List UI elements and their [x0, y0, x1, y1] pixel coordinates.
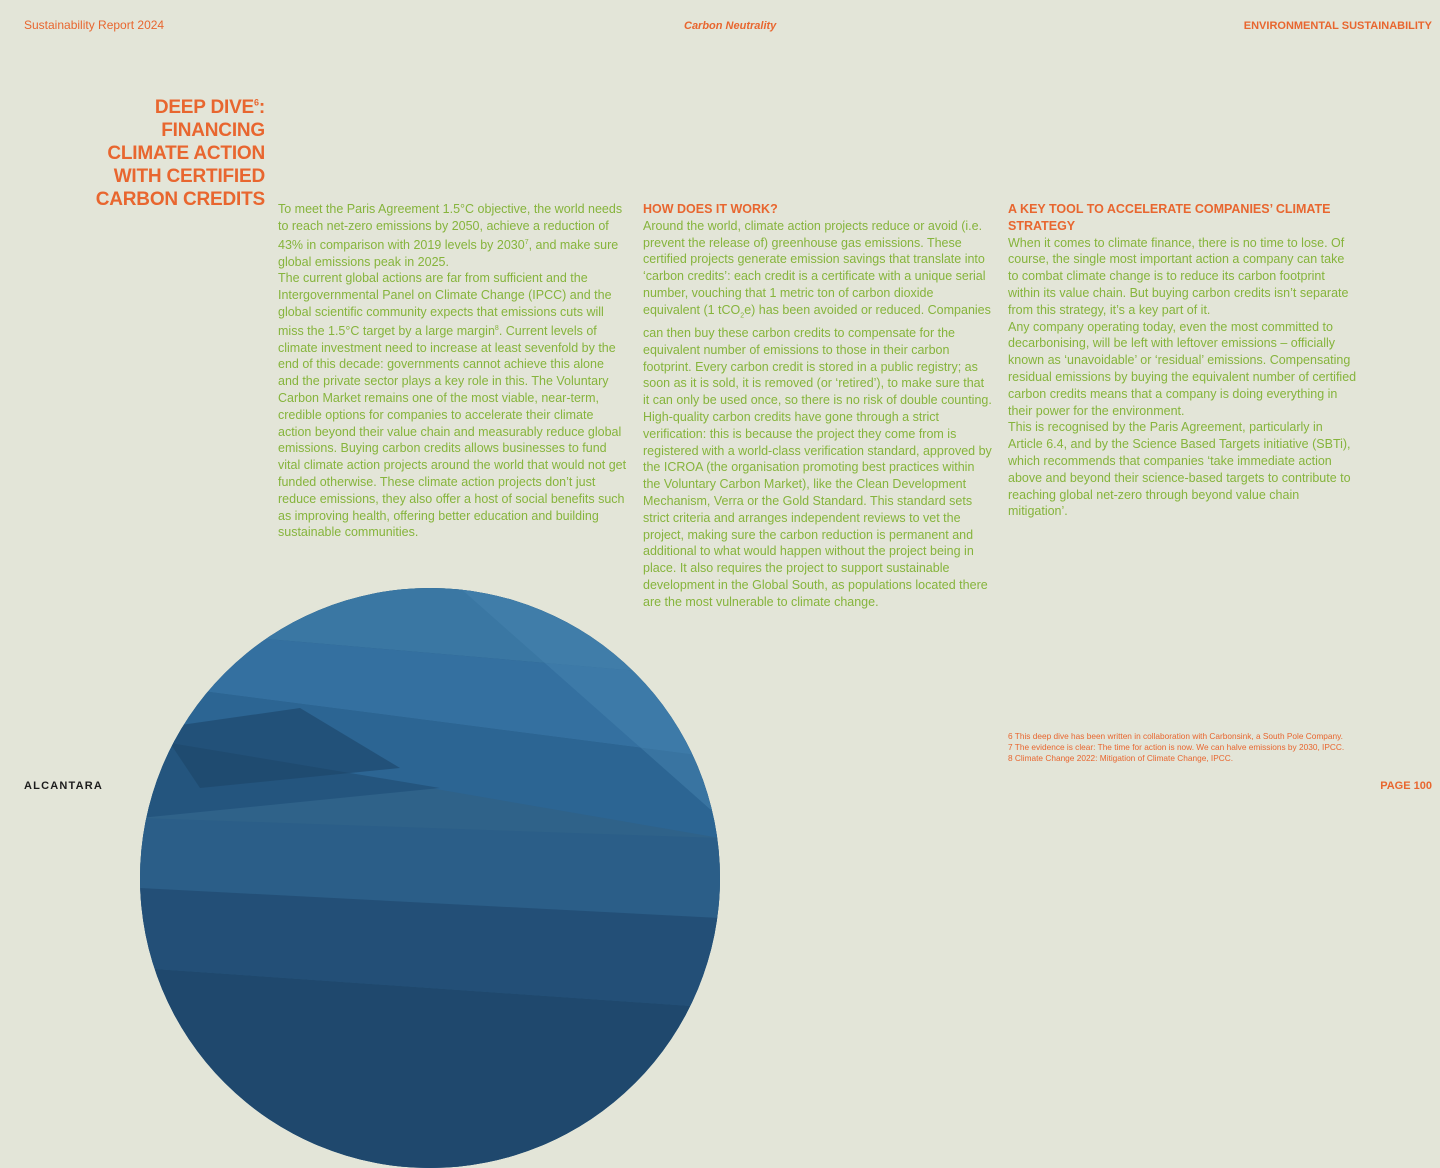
report-title: Sustainability Report 2024 — [24, 18, 165, 32]
intro-p2-text-a: The current global actions are far from sufficient and the Intergovernmental Panel on Climate Change (IPCC) and the global scientific community expects that emissions cuts will miss the 1.5°C target by a large margin — [278, 271, 612, 338]
intro-p2-text-b: . Current levels of climate investment need to increase at least sevenfold by the end of this decade: governments cannot achieve this alone and the private sector plays a key role in this. The Voluntary Carbon Market remains one of the most viable, near-term, credible options for companies to accelerate their climate action beyond their value chain and measurably reduce global emissions. Buying carbon credits allows businesses to fund vital climate action projects around the world that would not get funded otherwise. These climate action projects don’t just reduce emissions, they also offer a host of social benefits such as improving health, offering better education and building sustainable communities. — [278, 323, 627, 540]
title-line-4: WITH CERTIFIED — [113, 166, 265, 187]
key-tool-heading: A KEY TOOL TO ACCELERATE COMPANIES’ CLIMATE STRATEGY — [1008, 202, 1331, 233]
title-colon: : — [258, 97, 265, 118]
footnote-ref-8: 8 — [494, 324, 499, 332]
footnotes — [1008, 731, 1344, 764]
key-tool-paragraph-2: Any company operating today, even the most committed to decarbonising, will be left with leftover emissions – officially known as ‘unavoidable’ or ‘residual’ emissions. Compensating residual emissions by buying the equivalent number of certified carbon credits means that a company is doing everything in their power for the environment. — [1008, 319, 1357, 418]
title-line-2: FINANCING — [161, 120, 265, 141]
intro-p1-text-b: , and make sure global emissions peak in 2025. — [278, 237, 619, 269]
brand-logo: ALCANTARA — [24, 780, 104, 792]
intro-paragraph-2 — [278, 270, 628, 541]
how-it-works-column — [643, 201, 993, 611]
key-tool-column — [1008, 201, 1358, 520]
intro-column — [278, 201, 628, 541]
footnote-ref-7: 7 — [524, 238, 529, 246]
decorative-blue-circle-image — [140, 588, 720, 1168]
title-line-1: DEEP DIVE — [154, 97, 255, 118]
chapter-title: ENVIRONMENTAL SUSTAINABILITY — [1243, 20, 1432, 32]
page-title — [5, 96, 265, 211]
key-tool-paragraph-3: This is recognised by the Paris Agreement, particularly in Article 6.4, and by the Science Based Targets initiative (SBTi), which recommends that companies ‘take immediate action above and beyond their science-based targets to contribute to reaching global net-zero through beyond value chain mitigation’. — [1008, 420, 1351, 519]
intro-p1-text-a: To meet the Paris Agreement 1.5°C objective, the world needs to reach net-zero emissions by 2050, achieve a reduction of 43% in comparison with 2019 levels by 2030 — [278, 202, 623, 252]
how-it-works-heading: HOW DOES IT WORK? — [643, 202, 778, 216]
how-it-works-paragraph — [643, 218, 993, 611]
title-line-3: CLIMATE ACTION — [107, 143, 265, 164]
footnote-6: 6 This deep dive has been written in collaboration with Carbonsink, a South Pole Company. — [1008, 731, 1343, 741]
how-it-works-text-b: e) has been avoided or reduced. Companies can then buy these carbon credits to compensate for the equivalent number of emissions to those in their carbon footprint. Every carbon credit is stored in a public registry; as soon as it is sold, it is removed (or ‘retired’), to make sure that it can only be used once, so there is no risk of double counting. High-quality carbon credits have gone through a strict verification: this is because the project they come from is registered with a world-class verification standard, approved by the ICROA (the organisation promoting best practices within the Voluntary Carbon Market), like the Clean Development Mechanism, Verra or the Gold Standard. This standard sets strict criteria and arranges independent reviews to vet the project, making sure the carbon reduction is permanent and additional to what would happen without the project being in place. It also requires the project to support sustainable development in the Global South, as populations located there are the most vulnerable to climate change. — [643, 302, 992, 609]
title-footnote-ref: 6 — [254, 97, 259, 108]
page-number: PAGE 100 — [1380, 780, 1432, 792]
footnote-8: 8 Climate Change 2022: Mitigation of Climate Change, IPCC. — [1008, 753, 1234, 763]
intro-paragraph-1 — [278, 201, 628, 270]
footnote-7: 7 The evidence is clear: The time for action is now. We can halve emissions by 2030, IPCC. — [1008, 742, 1345, 752]
key-tool-paragraph-1: When it comes to climate finance, there is no time to lose. Of course, the single most important action a company can take to combat climate change is to reduce its carbon footprint within its value chain. But buying carbon credits isn’t separate from this strategy, it’s a key part of it. — [1008, 235, 1349, 317]
how-it-works-text-a: Around the world, climate action projects reduce or avoid (i.e. prevent the release of) greenhouse gas emissions. These certified projects generate emission savings that translate into ‘carbon credits’: each credit is a certificate with a unique serial number, vouching that 1 metric ton of carbon dioxide equivalent (1 tCO — [643, 218, 986, 317]
section-title: Carbon Neutrality — [684, 20, 777, 32]
title-line-5: CARBON CREDITS — [95, 189, 265, 210]
co2-subscript: 2 — [740, 312, 745, 320]
